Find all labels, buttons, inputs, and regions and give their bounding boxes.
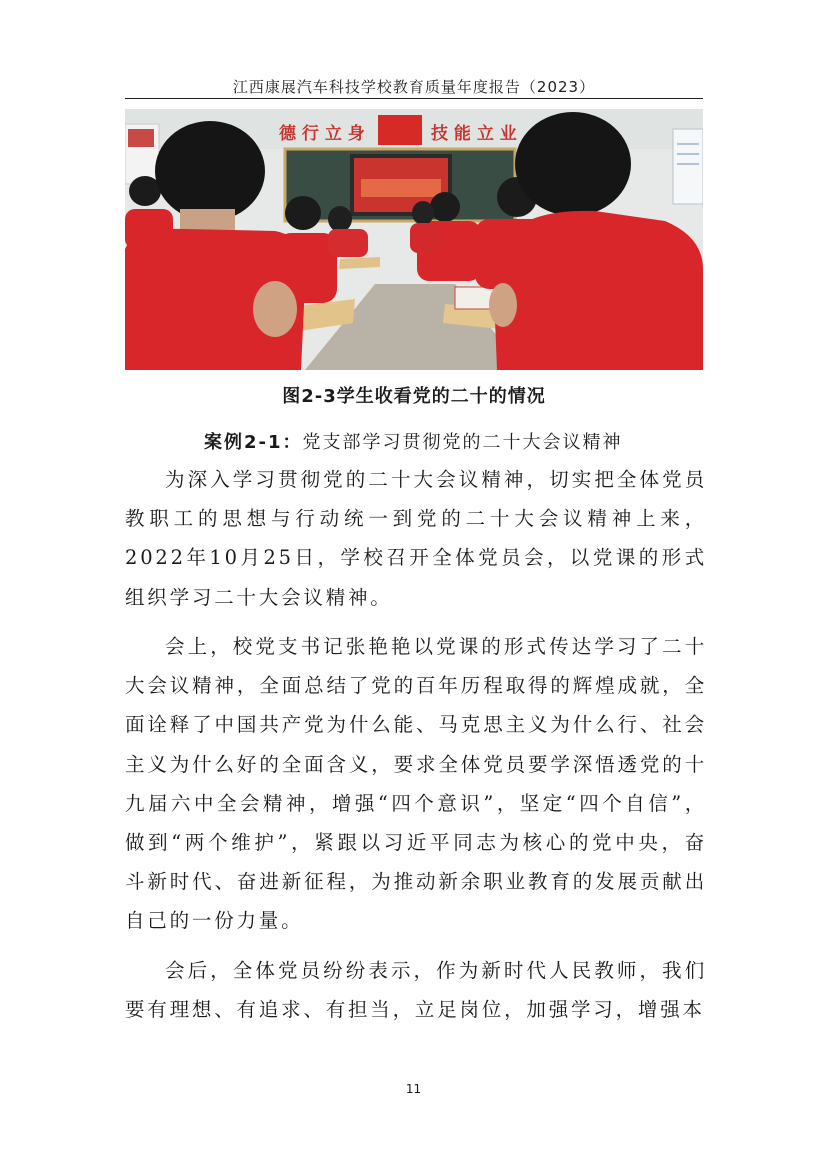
page-header: 江西康展汽车科技学校教育质量年度报告（2023）	[232, 78, 596, 96]
figure-caption: 图2-3学生收看党的二十的情况	[282, 386, 546, 407]
banner-text-right: 技 能 立 业	[431, 124, 517, 144]
classroom-photo	[125, 109, 703, 370]
page-number: 11	[405, 1082, 422, 1096]
case-title: 党支部学习贯彻党的二十大会议精神	[302, 432, 623, 453]
body-paragraph-2: 会上，校党支书记张艳艳以党课的形式传达学习了二十大会议精神，全面总结了党的百年历程取得的辉煌成就，全面诠释了中国共产党为什么能、马克思主义为什么行、社会主义为什么好的全面含义，要求全体党员要学深悟透党的十九届六中全会精神，增强“四个意识”，坚定“四个自信”，做到“两个维护”，紧跟以习近平同志为核心的党中央，奋斗新时代、奋进新征程，为推动新余职业教育的发展贡献出自己的一份力量。	[125, 635, 707, 933]
body-paragraph-3: 会后，全体党员纷纷表示，作为新时代人民教师，我们要有理想、有追求、有担当，立足岗位，加强学习，增强本	[125, 959, 707, 1022]
body-paragraph-1: 为深入学习贯彻党的二十大会议精神，切实把全体党员教职工的思想与行动统一到党的二十大会议精神上来，2022年10月25日，学校召开全体党员会，以党课的形式组织学习二十大会议精神。	[125, 468, 707, 609]
case-heading	[204, 428, 623, 454]
header-rule	[125, 98, 703, 99]
banner-text-left: 德 行 立 身	[279, 124, 365, 144]
case-label: 案例2-1：	[204, 432, 303, 453]
